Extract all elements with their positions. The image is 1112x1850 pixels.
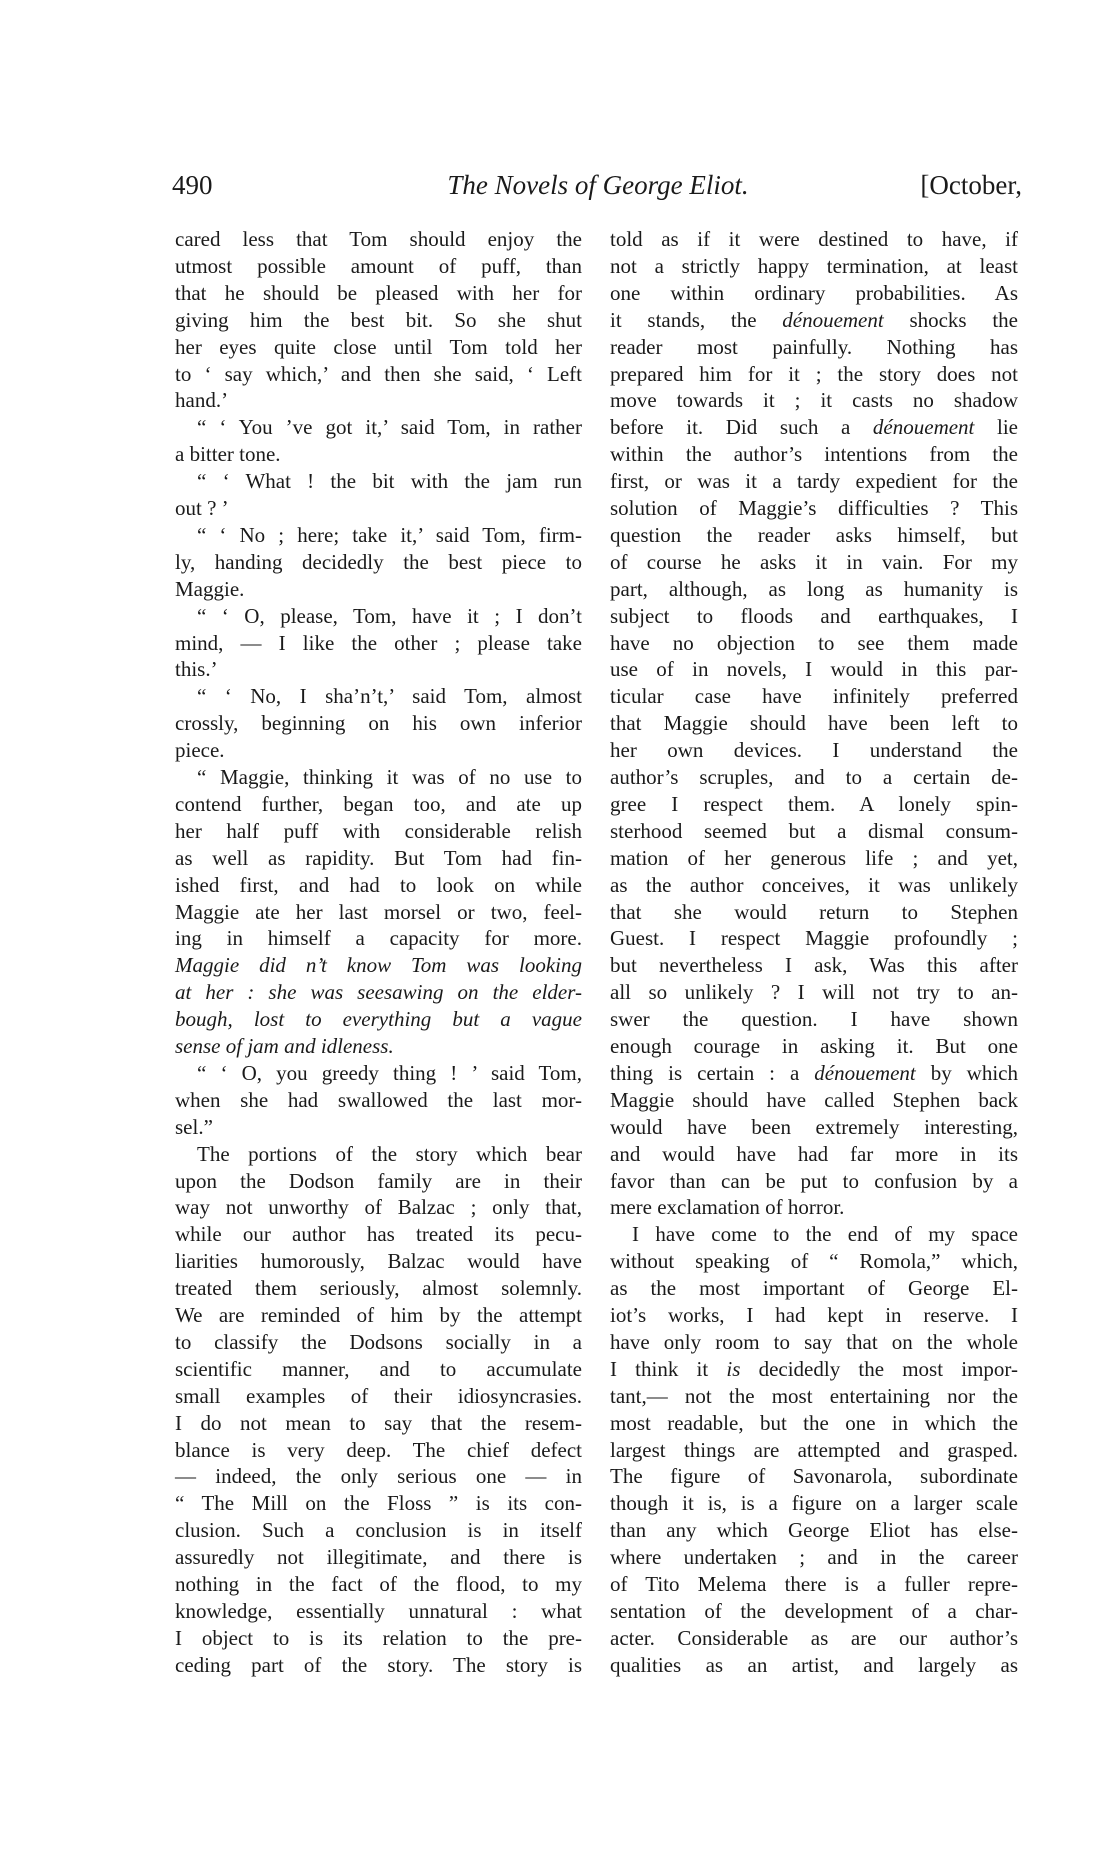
text-line [175,630,582,657]
text-segment: thing is certain : a [610,1060,815,1085]
text-line [175,1625,582,1652]
text-line [610,1275,1018,1302]
text-line [610,979,1018,1006]
italic-text: dénouement [782,307,884,332]
text-segment: treated them seriously, almost solemnly. [175,1276,582,1301]
text-line [175,253,582,280]
text-line [610,1490,1018,1517]
text-line [175,1544,582,1571]
text-segment: crossly, beginning on his own inferior [175,711,582,736]
text-segment: have no objection to see them made [610,630,1018,655]
text-segment: mere exclamation of horror. [610,1195,845,1220]
text-line [610,1114,1018,1141]
text-segment: gree I respect them. A lonely spin- [610,791,1018,816]
text-line [175,1006,582,1033]
text-line [610,1248,1018,1275]
text-segment: “ ‘ No ; here; take it,’ said Tom, firm- [197,522,582,547]
italic-text: is [726,1356,741,1381]
text-line [610,764,1018,791]
text-segment: not a strictly happy termination, at least [610,253,1018,278]
text-line [175,1383,582,1410]
text-line [610,576,1018,603]
text-line [610,1410,1018,1437]
text-line [610,522,1018,549]
text-line [175,361,582,388]
text-segment: but nevertheless I ask, Was this after [610,953,1018,978]
text-segment: cared less that Tom should enjoy the [175,227,582,251]
text-line [175,1490,582,1517]
text-segment: sentation of the development of a char- [610,1598,1018,1623]
text-line [175,737,582,764]
text-line [175,1168,582,1195]
text-line [610,630,1018,657]
italic-text: dénouement [814,1060,916,1085]
text-segment: favor than can be put to confusion by a [610,1168,1018,1193]
text-segment: ing in himself a capacity for more. [175,926,582,951]
text-segment: would have been extremely interesting, [610,1114,1018,1139]
text-line [610,656,1018,683]
text-line [610,253,1018,280]
text-line [175,1598,582,1625]
text-segment: “ ‘ What ! the bit with the jam run [197,469,582,494]
text-segment: I object to is its relation to the pre- [175,1625,582,1650]
text-line [175,1437,582,1464]
text-segment: We are reminded of him by the attempt [175,1303,582,1327]
text-segment: shocks the [883,307,1018,332]
text-segment: blance is very deep. The chief defect [175,1437,582,1462]
text-line [610,1463,1018,1490]
text-line [175,1141,582,1168]
text-line [610,334,1018,361]
text-segment: Maggie ate her last morsel or two, feel- [175,899,582,924]
text-segment: clusion. Such a conclusion is in itself [175,1518,582,1543]
text-segment: “ ‘ You ’ve got it,’ said Tom, in rather [197,415,582,440]
text-line [175,1302,582,1329]
text-segment: her own devices. I understand the [610,738,1018,763]
text-line [175,791,582,818]
text-segment: her half puff with considerable relish [175,818,582,843]
text-segment: it stands, the [610,307,783,332]
text-line [610,1517,1018,1544]
text-segment: before it. Did such a [610,415,873,440]
text-line [175,1194,582,1221]
text-line [610,1221,1018,1248]
text-line [610,495,1018,522]
text-segment: that he should be pleased with her for [175,280,582,305]
text-segment: The portions of the story which bear [197,1141,582,1166]
text-segment: scientific manner, and to accumulate [175,1356,582,1381]
text-line [610,1302,1018,1329]
text-line [175,764,582,791]
text-segment: within the author’s intentions from the [610,442,1018,467]
text-line [175,1087,582,1114]
text-line [175,280,582,307]
text-line [610,280,1018,307]
text-line [610,549,1018,576]
text-line [175,845,582,872]
text-segment: author’s scruples, and to a certain de- [610,765,1018,789]
text-line [175,710,582,737]
text-segment: “ The Mill on the Floss ” is its con- [175,1491,582,1516]
text-segment: liarities humorously, Balzac would have [175,1249,582,1274]
text-line [610,1544,1018,1571]
text-segment: Maggie. [175,576,245,601]
text-line [610,1437,1018,1464]
text-line [610,1194,1018,1221]
text-segment: by which [915,1060,1018,1085]
text-line [175,979,582,1006]
italic-text: dénouement [872,415,975,440]
text-segment: decidedly the most impor- [740,1356,1018,1381]
text-line [610,1168,1018,1195]
text-line [610,361,1018,388]
text-segment: of Tito Melema there is a fuller repre- [610,1572,1018,1596]
text-segment: when she had swallowed the last mor- [175,1087,582,1112]
text-line [175,952,582,979]
text-line [175,1275,582,1302]
text-line [610,1652,1018,1679]
text-segment: “ ‘ O, you greedy thing ! ’ said Tom, [197,1060,582,1085]
italic-text: bough, lost to everything but a vague [175,1007,582,1032]
text-segment: enough courage in asking it. But one [610,1034,1018,1058]
text-segment: ticular case have infinitely preferred [610,684,1018,709]
text-segment: piece. [175,738,225,763]
text-line [175,872,582,899]
text-line [610,1087,1018,1114]
text-segment: giving him the best bit. So she shut [175,307,582,332]
italic-text: Maggie did n’t know Tom was looking [175,953,582,978]
text-line [610,603,1018,630]
text-segment: this.’ [175,657,218,682]
text-segment: Guest. I respect Maggie profoundly ; [610,926,1018,951]
text-line [175,576,582,603]
text-line [175,441,582,468]
text-line [610,818,1018,845]
text-segment: one within ordinary probabilities. As [610,280,1018,305]
text-line [175,1571,582,1598]
text-line [610,468,1018,495]
text-segment: of course he asks it in vain. For my [610,549,1018,574]
text-segment: assuredly not illegitimate, and there is [175,1545,582,1570]
page-number: 490 [172,170,213,200]
text-segment: and would have had far more in its [610,1141,1018,1166]
text-line [175,1463,582,1490]
text-line [175,387,582,414]
text-line [175,1114,582,1141]
text-segment: that she would return to Stephen [610,899,1018,924]
text-line [610,1356,1018,1383]
text-line [175,334,582,361]
text-segment: nothing in the fact of the flood, to my [175,1572,582,1596]
text-line [610,307,1018,334]
text-line [175,1356,582,1383]
text-segment: ceding part of the story. The story is [175,1652,582,1677]
text-segment: mind, — I like the other ; please take [175,630,582,655]
text-segment: ly, handing decidedly the best piece to [175,549,582,574]
text-segment: while our author has treated its pecu- [175,1222,582,1247]
text-segment: a bitter tone. [175,442,281,467]
text-segment: all so unlikely ? I will not try to an- [610,980,1018,1005]
text-line [610,683,1018,710]
text-segment: move towards it ; it casts no shadow [610,388,1018,413]
text-segment: I have come to the end of my space [632,1222,1018,1247]
text-segment: “ ‘ O, please, Tom, have it ; I don’t [197,603,582,628]
text-line [610,1141,1018,1168]
text-segment: I do not mean to say that the resem- [175,1410,582,1435]
text-line [175,549,582,576]
text-segment: upon the Dodson family are in their [175,1168,582,1193]
text-segment: where undertaken ; and in the career [610,1545,1018,1570]
text-segment: question the reader asks himself, but [610,522,1018,547]
text-line [610,387,1018,414]
text-segment: I think it [610,1356,727,1381]
text-segment: mation of her generous life ; and yet, [610,845,1018,870]
text-segment: as the most important of George El- [610,1276,1018,1301]
text-segment: acter. Considerable as are our author’s [610,1625,1018,1650]
text-segment: “ ‘ No, I sha’n’t,’ said Tom, almost [197,684,582,709]
text-line [175,468,582,495]
text-line [610,710,1018,737]
text-segment: first, or was it a tardy expedient for the [610,469,1018,494]
text-segment: as well as rapidity. But Tom had fin- [175,845,582,870]
text-line [610,737,1018,764]
text-line [610,899,1018,926]
text-segment: most readable, but the one in which the [610,1410,1018,1435]
text-segment: to classify the Dodsons socially in a [175,1329,582,1354]
text-segment: hand.’ [175,388,229,413]
text-segment: sterhood seemed but a dismal consum- [610,818,1018,843]
text-line [610,1006,1018,1033]
text-segment: tant,— not the most entertaining nor the [610,1383,1018,1408]
text-segment: Maggie should have called Stephen back [610,1087,1018,1112]
text-line [175,1060,582,1087]
text-segment: solution of Maggie’s difficulties ? This [610,496,1018,520]
text-line [175,307,582,334]
text-line [175,1248,582,1275]
running-title: The Novels of George Eliot. [447,170,749,200]
text-segment: iot’s works, I had kept in reserve. I [610,1303,1018,1327]
text-line [175,522,582,549]
text-segment: swer the question. I have shown [610,1007,1018,1032]
text-line [610,1625,1018,1652]
text-line [175,818,582,845]
text-segment: sel.” [175,1114,213,1139]
text-line [175,899,582,926]
text-segment: that Maggie should have been left to [610,711,1018,736]
text-line [610,226,1018,253]
text-line [610,1571,1018,1598]
italic-text: at her : she was seesawing on the elder- [175,980,582,1005]
text-line [175,603,582,630]
text-line [175,925,582,952]
text-segment: “ Maggie, thinking it was of no use to [197,765,582,789]
text-line [610,791,1018,818]
text-segment: utmost possible amount of puff, than [175,253,582,278]
text-segment: as the author conceives, it was unlikely [610,872,1018,897]
text-segment: — indeed, the only serious one — in [175,1464,582,1489]
text-segment: to ‘ say which,’ and then she said, ‘ Left [175,361,582,386]
text-line [610,845,1018,872]
text-segment: lie [974,415,1018,440]
text-line [175,683,582,710]
text-line [175,414,582,441]
text-line [175,1517,582,1544]
text-line [175,495,582,522]
text-line [175,226,582,253]
text-segment: contend further, began too, and ate up [175,791,582,816]
text-segment: reader most painfully. Nothing has [610,334,1018,359]
text-line [175,1221,582,1248]
text-line [175,1410,582,1437]
text-line [175,656,582,683]
text-line [610,1033,1018,1060]
text-line [610,925,1018,952]
italic-text: sense of jam and idleness. [175,1034,394,1058]
text-segment: The figure of Savonarola, subordinate [610,1464,1018,1489]
text-line [610,1383,1018,1410]
text-segment: told as if it were destined to have, if [610,227,1018,251]
text-line [610,441,1018,468]
text-segment: prepared him for it ; the story does not [610,361,1018,386]
text-segment: than any which George Eliot has else- [610,1518,1018,1543]
text-line [175,1329,582,1356]
text-segment: out ? ’ [175,496,229,520]
text-segment: qualities as an artist, and largely as [610,1652,1018,1677]
text-segment: knowledge, essentially unnatural : what [175,1598,582,1623]
text-segment: subject to floods and earthquakes, I [610,603,1018,628]
text-line [175,1033,582,1060]
text-segment: though it is, is a figure on a larger scale [610,1491,1018,1516]
text-segment: ished first, and had to look on while [175,872,582,897]
text-line [610,1060,1018,1087]
text-segment: use of in novels, I would in this par- [610,657,1018,682]
text-segment: have only room to say that on the whole [610,1329,1018,1354]
text-segment: way not unworthy of Balzac ; only that, [175,1195,582,1220]
text-line [610,1329,1018,1356]
issue-date: [October, [920,170,1022,200]
text-segment: without speaking of “ Romola,” which, [610,1249,1018,1274]
text-line [610,952,1018,979]
text-segment: part, although, as long as humanity is [610,576,1018,601]
text-segment: her eyes quite close until Tom told her [175,334,582,359]
text-line [610,1598,1018,1625]
text-line [175,1652,582,1679]
text-segment: largest things are attempted and grasped. [610,1437,1018,1462]
text-line [610,414,1018,441]
text-segment: small examples of their idiosyncrasies. [175,1383,582,1408]
text-line [610,872,1018,899]
